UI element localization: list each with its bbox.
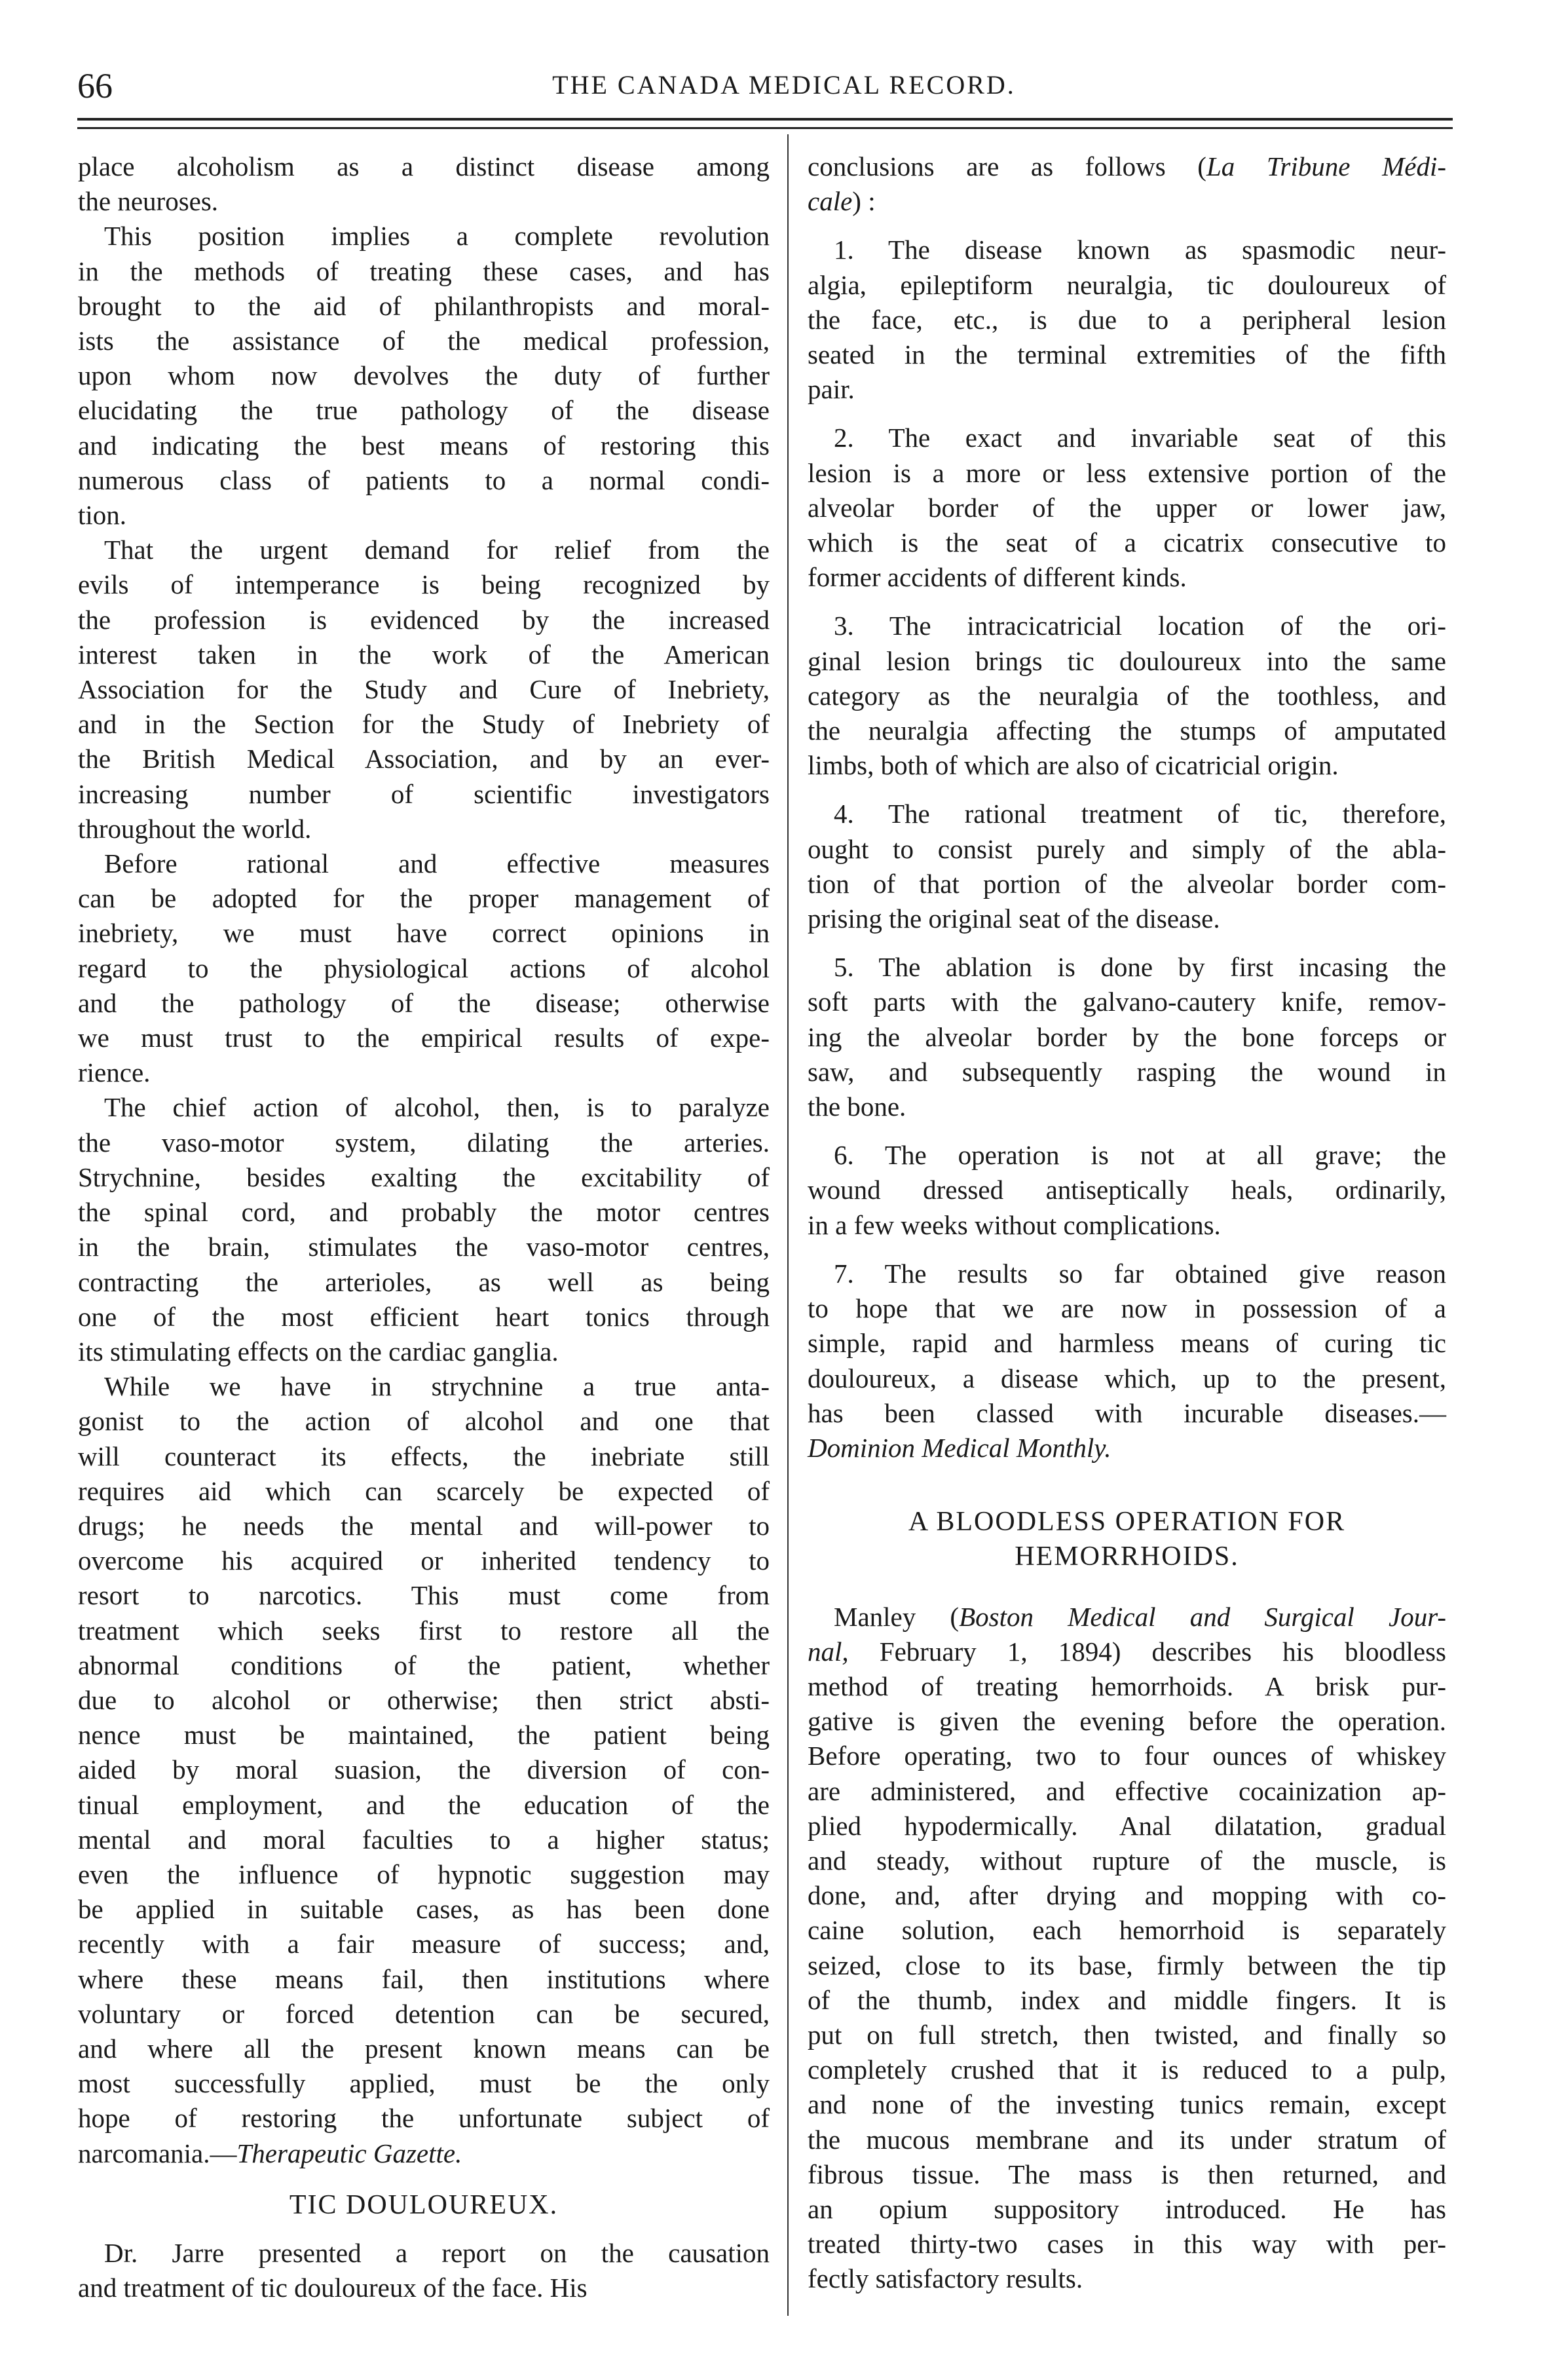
italic-citation: Dominion Medical Monthly.: [808, 1432, 1111, 1463]
italic-citation: nal,: [808, 1636, 849, 1667]
text-line: we must trust to the empirical results of expe-: [78, 1023, 770, 1053]
paragraph: [78, 846, 770, 1090]
text-line: ginal lesion brings tic douloureux into the same: [808, 645, 1446, 676]
text-line: contracting the arterioles, as well as being: [78, 1266, 770, 1297]
section-heading: [78, 2188, 770, 2223]
text-line: to hope that we are now in possession of a: [808, 1293, 1446, 1324]
text-line: the neuralgia affecting the stumps of amputated: [808, 715, 1446, 746]
text-line: throughout the world.: [78, 813, 312, 844]
text-line: aided by moral suasion, the diversion of con-: [78, 1754, 770, 1785]
numbered-conclusion: [808, 609, 1446, 783]
text-line: [808, 149, 1446, 184]
text-line: fectly satisfactory results.: [808, 2263, 1083, 2294]
text-line: which is the seat of a cicatrix consecutive to: [808, 527, 1446, 558]
text-line: will counteract its effects, the inebriate still: [78, 1441, 770, 1471]
text-line: A BLOODLESS OPERATION FOR: [908, 1507, 1346, 1538]
text-line: 6. The operation is not at all grave; the: [834, 1140, 1446, 1171]
text-segment: ) :: [852, 186, 876, 217]
text-line: Before operating, two to four ounces of whiskey: [808, 1741, 1446, 1771]
text-line: 7. The results so far obtained give reason: [834, 1258, 1446, 1289]
left-column: [78, 149, 770, 2305]
text-line: ought to consist purely and simply of the abla-: [808, 833, 1446, 864]
text-line: increasing number of scientific investigators: [78, 778, 770, 809]
text-line: former accidents of different kinds.: [808, 562, 1187, 593]
text-line: [808, 1634, 1446, 1669]
section-heading: [808, 1505, 1446, 1574]
text-line: seated in the terminal extremities of the fifth: [808, 339, 1446, 370]
text-line: seized, close to its base, firmly between the tip: [808, 1950, 1446, 1980]
text-line: in the methods of treating these cases, and has: [78, 255, 770, 286]
text-line: mental and moral faculties to a higher status;: [78, 1824, 770, 1855]
text-line: method of treating hemorrhoids. A brisk pur-: [808, 1671, 1446, 1701]
text-line: voluntary or forced detention can be secured,: [78, 1998, 770, 2029]
text-line: be applied in suitable cases, as has been done: [78, 1894, 770, 1925]
numbered-conclusion: [808, 1138, 1446, 1243]
numbered-conclusion: [808, 950, 1446, 1124]
header-rule-bottom: [77, 127, 1453, 129]
text-line: Before rational and effective measures: [104, 848, 770, 879]
text-segment: narcomania.—: [78, 2138, 237, 2168]
text-line: ists the assistance of the medical profession,: [78, 326, 770, 356]
text-line: due to alcohol or otherwise; then strict absti-: [78, 1684, 770, 1715]
italic-citation: La Tribune Médi-: [1206, 151, 1446, 181]
text-line: and in the Section for the Study of Inebriety of: [78, 709, 770, 740]
text-line: an opium suppository introduced. He has: [808, 2193, 1446, 2224]
text-line: and indicating the best means of restoring this: [78, 430, 770, 461]
paragraph: [78, 219, 770, 533]
journal-title: THE CANADA MEDICAL RECORD.: [552, 70, 1016, 100]
text-line: pair.: [808, 374, 855, 405]
text-line: are administered, and effective cocainization ap-: [808, 1775, 1446, 1806]
text-line: and where all the present known means can be: [78, 2033, 770, 2064]
text-line: most successfully applied, must be the only: [78, 2068, 770, 2099]
text-line: ing the alveolar border by the bone forceps or: [808, 1021, 1446, 1052]
numbered-conclusion: [808, 1256, 1446, 1465]
text-line: of the thumb, index and middle fingers. It is: [808, 1984, 1446, 2015]
text-line: regard to the physiological actions of alcohol: [78, 953, 770, 983]
text-segment: February 1, 1894) describes his bloodless: [848, 1636, 1446, 1667]
text-line: resort to narcotics. This must come from: [78, 1580, 770, 1611]
text-line: in a few weeks without complications.: [808, 1209, 1221, 1240]
text-line: the neuroses.: [78, 186, 219, 217]
text-line: treated thirty-two cases in this way with per-: [808, 2229, 1446, 2259]
text-line: inebriety, we must have correct opinions in: [78, 918, 770, 949]
page-number: 66: [77, 66, 113, 105]
text-line: algia, epileptiform neuralgia, tic douloureux of: [808, 269, 1446, 300]
text-line: soft parts with the galvano-cautery knife, remov-: [808, 987, 1446, 1017]
text-line: elucidating the true pathology of the disease: [78, 395, 770, 426]
text-line: one of the most efficient heart tonics through: [78, 1301, 770, 1332]
text-line: simple, rapid and harmless means of curing tic: [808, 1328, 1446, 1359]
text-line: tinual employment, and the education of the: [78, 1789, 770, 1820]
text-line: abnormal conditions of the patient, whether: [78, 1650, 770, 1680]
text-segment: Manley (: [834, 1601, 960, 1632]
text-line: the mucous membrane and its under stratum of: [808, 2124, 1446, 2155]
text-line: numerous class of patients to a normal condi-: [78, 464, 770, 495]
text-line: The chief action of alcohol, then, is to paralyze: [104, 1092, 770, 1123]
text-line: recently with a fair measure of success; and,: [78, 1929, 770, 1959]
text-line: the bone.: [808, 1091, 906, 1122]
text-line: treatment which seeks first to restore all the: [78, 1615, 770, 1646]
text-line: plied hypodermically. Anal dilatation, gradual: [808, 1810, 1446, 1841]
text-line: 1. The disease known as spasmodic neur-: [834, 235, 1446, 265]
text-line: TIC DOULOUREUX.: [289, 2189, 559, 2220]
text-line: Strychnine, besides exalting the excitability of: [78, 1162, 770, 1192]
text-line: and treatment of tic douloureux of the face. His: [78, 2273, 588, 2303]
text-line: gative is given the evening before the operation.: [808, 1706, 1446, 1737]
text-line: the vaso-motor system, dilating the arteries.: [78, 1127, 770, 1158]
numbered-conclusion: [808, 797, 1446, 936]
text-line: the profession is evidenced by the increased: [78, 604, 770, 635]
text-line: even the influence of hypnotic suggestion may: [78, 1859, 770, 1889]
paragraph: [78, 149, 770, 219]
text-line: fibrous tissue. The mass is then returned, and: [808, 2159, 1446, 2189]
right-column: [808, 149, 1446, 2297]
text-line: can be adopted for the proper management of: [78, 883, 770, 914]
text-line: [808, 1431, 1446, 1465]
text-line: done, and, after drying and mopping with co-: [808, 1880, 1446, 1911]
italic-citation: Boston Medical and Surgical Jour-: [959, 1601, 1446, 1632]
text-line: gonist to the action of alcohol and one that: [78, 1406, 770, 1437]
text-line: its stimulating effects on the cardiac ganglia.: [78, 1336, 559, 1367]
text-line: alveolar border of the upper or lower jaw,: [808, 492, 1446, 523]
text-line: prising the original seat of the disease.: [808, 903, 1220, 934]
text-line: and steady, without rupture of the muscle, is: [808, 1845, 1446, 1876]
text-line: category as the neuralgia of the toothless, and: [808, 680, 1446, 711]
text-line: tion of that portion of the alveolar border com-: [808, 868, 1446, 899]
text-line: saw, and subsequently rasping the wound in: [808, 1056, 1446, 1087]
text-line: 5. The ablation is done by first incasing the: [834, 952, 1446, 983]
text-line: HEMORRHOIDS.: [1015, 1541, 1239, 1572]
text-line: wound dressed antiseptically heals, ordinarily,: [808, 1175, 1446, 1205]
text-line: and none of the investing tunics remain, except: [808, 2089, 1446, 2120]
text-line: rience.: [78, 1057, 151, 1088]
text-line: upon whom now devolves the duty of further: [78, 360, 770, 391]
text-line: 3. The intracicatricial location of the ori-: [834, 611, 1446, 641]
text-line: evils of intemperance is being recognized by: [78, 569, 770, 600]
paragraph: [78, 1369, 770, 2171]
text-line: has been classed with incurable diseases.—: [808, 1397, 1446, 1428]
text-line: 4. The rational treatment of tic, therefore,: [834, 799, 1446, 829]
text-line: requires aid which can scarcely be expected of: [78, 1475, 770, 1506]
text-line: hope of restoring the unfortunate subject of: [78, 2103, 770, 2134]
text-line: limbs, both of which are also of cicatricial origin.: [808, 750, 1339, 781]
text-line: tion.: [78, 500, 127, 531]
numbered-conclusion: [808, 233, 1446, 407]
paragraph: [78, 533, 770, 846]
text-line: douloureux, a disease which, up to the present,: [808, 1363, 1446, 1393]
text-line: brought to the aid of philanthropists and moral-: [78, 290, 770, 321]
text-line: 2. The exact and invariable seat of this: [834, 423, 1446, 453]
text-line: completely crushed that it is reduced to a pulp,: [808, 2054, 1446, 2085]
text-line: put on full stretch, then twisted, and finally so: [808, 2019, 1446, 2050]
text-line: the spinal cord, and probably the motor centres: [78, 1197, 770, 1228]
text-line: overcome his acquired or inherited tendency to: [78, 1545, 770, 1576]
text-line: nence must be maintained, the patient being: [78, 1720, 770, 1750]
italic-citation: cale: [808, 186, 853, 217]
text-line: Association for the Study and Cure of Inebriety,: [78, 674, 770, 705]
numbered-conclusion: [808, 421, 1446, 595]
text-line: in the brain, stimulates the vaso-motor centres,: [78, 1232, 770, 1262]
text-line: interest taken in the work of the American: [78, 639, 770, 670]
text-line: [808, 184, 1446, 219]
text-line: drugs; he needs the mental and will-power to: [78, 1510, 770, 1541]
text-line: place alcoholism as a distinct disease among: [78, 151, 770, 181]
paragraph: [78, 1090, 770, 1369]
text-line: the British Medical Association, and by an ever-: [78, 744, 770, 774]
italic-citation: Therapeutic Gazette.: [236, 2138, 462, 2168]
header-rule-top: [77, 118, 1453, 121]
paragraph: [808, 149, 1446, 219]
column-divider: [787, 134, 789, 2316]
paragraph: [78, 2236, 770, 2305]
text-line: [808, 1600, 1446, 1634]
text-line: the face, etc., is due to a peripheral lesion: [808, 304, 1446, 335]
text-line: That the urgent demand for relief from the: [104, 535, 770, 565]
text-line: where these means fail, then institutions where: [78, 1963, 770, 1994]
text-line: This position implies a complete revolution: [104, 221, 770, 252]
text-segment: conclusions are as follows (: [808, 151, 1206, 181]
text-line: While we have in strychnine a true anta-: [104, 1371, 770, 1402]
text-line: Dr. Jarre presented a report on the causation: [104, 2237, 770, 2268]
paragraph: [808, 1600, 1446, 2297]
text-line: [78, 2136, 770, 2171]
text-line: caine solution, each hemorrhoid is separately: [808, 1915, 1446, 1946]
text-line: lesion is a more or less extensive portion of the: [808, 457, 1446, 488]
text-line: and the pathology of the disease; otherwise: [78, 987, 770, 1018]
